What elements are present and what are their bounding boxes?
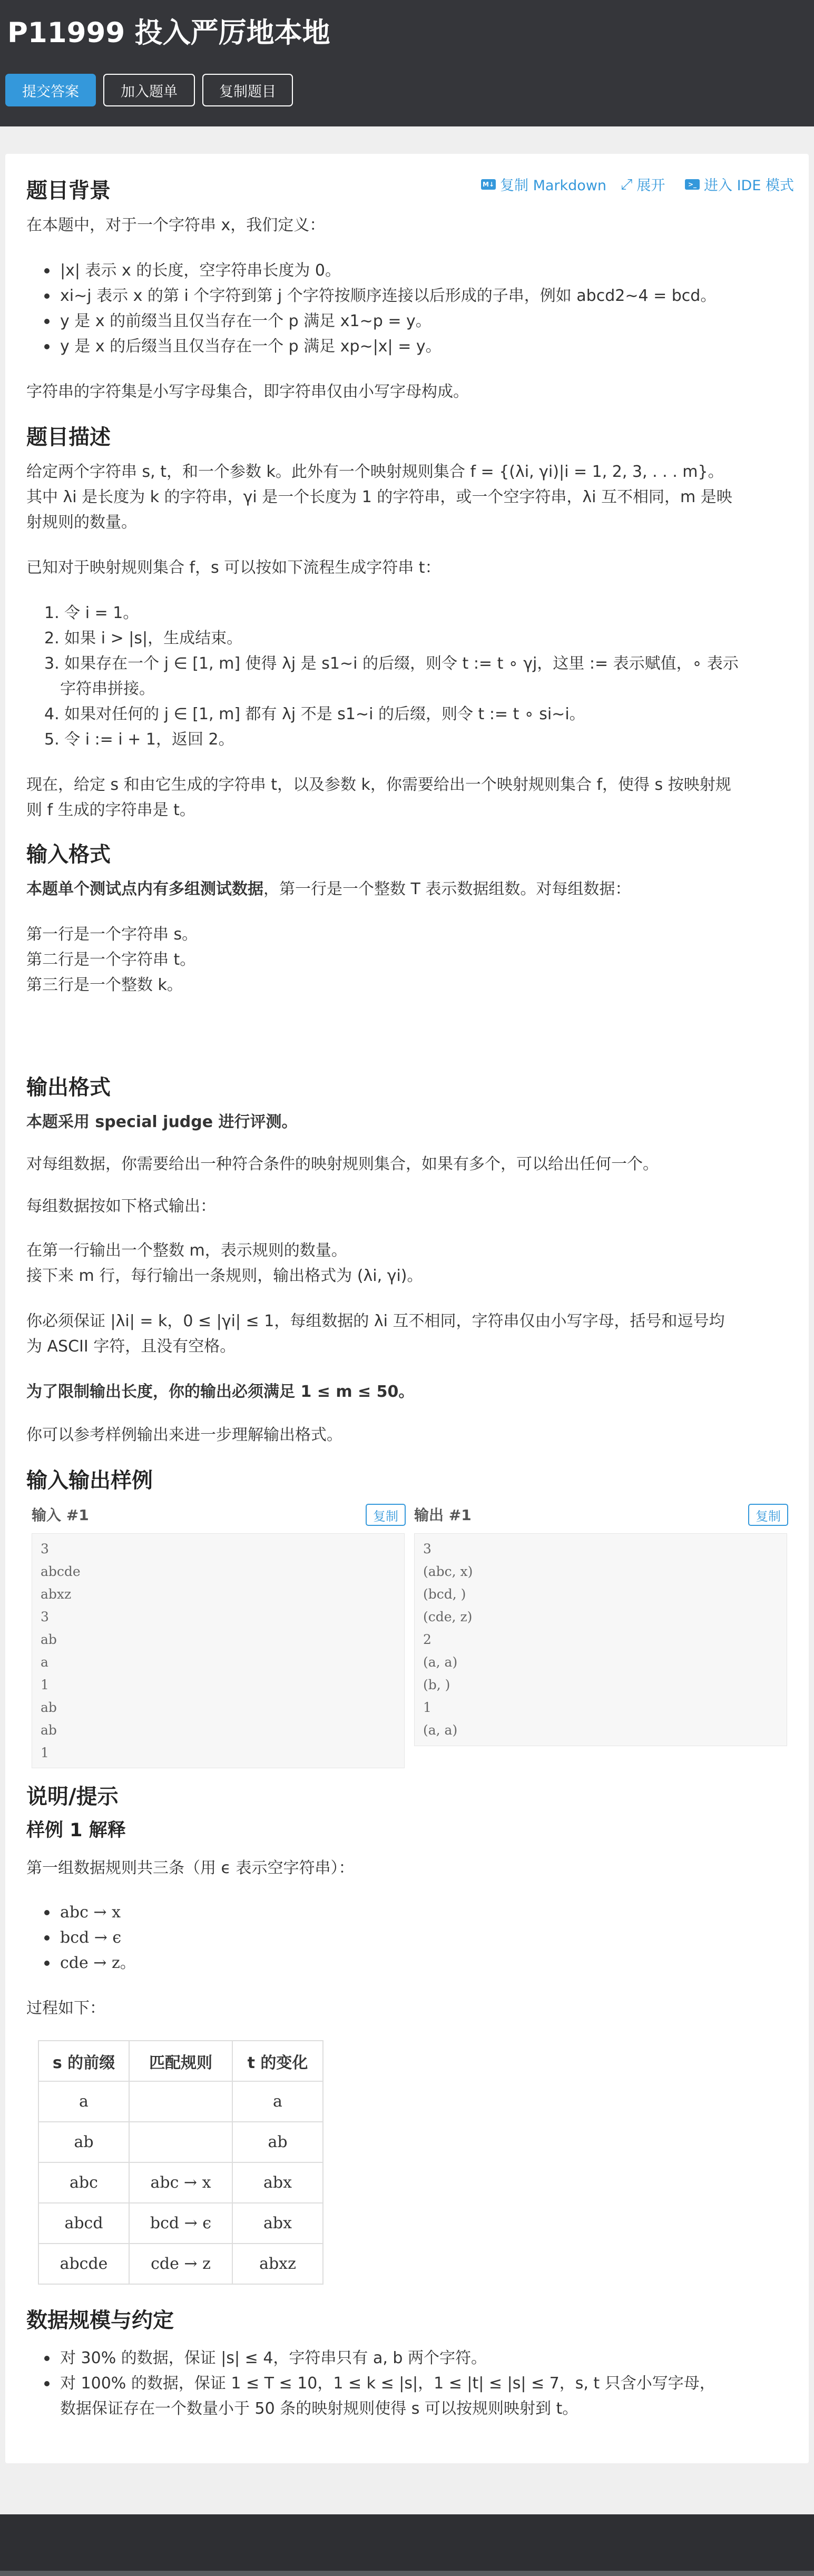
sample-input-line: ab [41,1700,57,1715]
rule-1: abc → x [60,1900,121,1925]
table-cell: cde → z [129,2244,232,2284]
table-cell: ab [38,2122,129,2162]
output-format-heading: 输出格式 [26,1075,111,1100]
sample-explain-heading: 样例 1 解释 [26,1820,126,1841]
bullet-suffix: y 是 x 的后缀当且仅当存在一个 p 满足 xp∼|x| = y。 [60,334,442,359]
table-cell: abx [232,2162,323,2203]
sample-input-line: ab [41,1632,57,1647]
footer-strip [0,2571,814,2576]
sample-input-line: a [41,1654,48,1670]
table-row [38,2203,323,2244]
sample-input-box [32,1533,405,1768]
step-3-cont: 字符串拼接。 [60,680,155,698]
rule-3: cde → z。 [60,1951,136,1976]
sample-input-line: 3 [41,1609,49,1624]
table-row [38,2244,323,2284]
sample-output-box [414,1533,787,1746]
process-label: 过程如下： [26,1999,105,2017]
table-cell: abxz [232,2244,323,2284]
constraint-30: 对 30% 的数据，保证 |s| ≤ 4，字符串只有 a, b 两个字符。 [60,2346,487,2371]
step-3: 3. 如果存在一个 j ∈ [1, m] 使得 λj 是 s1∼i 的后缀，则令 t := t ∘ γj，这里 := 表示赋值，∘ 表示 [44,654,739,673]
sample-output-label: 输出 #1 [414,1506,472,1524]
constraints-heading: 数据规模与约定 [26,2308,174,2333]
description-p1-line3: 射规则的数量。 [26,513,137,532]
background-intro: 在本题中，对于一个字符串 x，我们定义： [26,216,326,234]
copy-output-button[interactable]: 复制 [748,1504,788,1526]
sample-output-line: (cde, z) [423,1609,473,1624]
table-cell: abcde [38,2244,129,2284]
expand-icon: ⤢ [621,175,633,193]
bullet-prefix: y 是 x 的前缀当且仅当存在一个 p 满足 x1∼p = y。 [60,309,431,334]
table-header-row [38,2041,323,2081]
sample-output-line: 3 [423,1541,431,1556]
description-p3-line1: 现在，给定 s 和由它生成的字符串 t，以及参数 k，你需要给出一个映射规则集合 f，使得 s 按映射规 [26,776,731,794]
table-cell [129,2081,232,2122]
sample-input-line: abcde [41,1564,81,1579]
table-row [38,2122,323,2162]
table-cell: ab [232,2122,323,2162]
table-header: s 的前缀 [38,2041,129,2081]
problem-content-card [5,154,809,2463]
description-p1-line1: 给定两个字符串 s, t，和一个参数 k。此外有一个映射规则集合 f = {(λi, γi)|i = 1, 2, 3, . . . m}。 [26,463,724,481]
sample-output-line: (a, a) [423,1654,458,1670]
output-p3-line1: 在第一行输出一个整数 m，表示规则的数量。 [26,1241,347,1260]
sample-input-line: abxz [41,1586,72,1602]
table-cell: abc [38,2162,129,2203]
output-limit-note: 为了限制输出长度，你的输出必须满足 1 ≤ m ≤ 50。 [26,1383,415,1401]
sample-output-line: (b, ) [423,1677,450,1692]
copy-markdown-link[interactable]: M↓ 复制 Markdown [481,174,606,194]
step-1: 1. 令 i = 1。 [44,604,139,622]
sample-input-line: 1 [41,1677,49,1692]
table-cell: a [38,2081,129,2122]
sample-output-line: 1 [423,1700,431,1715]
output-p3-line2: 接下来 m 行，每行输出一条规则，输出格式为 (λi, γi)。 [26,1267,423,1285]
samples-heading: 输入输出样例 [26,1468,153,1493]
table-row [38,2162,323,2203]
hint-p1: 第一组数据规则共三条（用 ϵ 表示空字符串）： [26,1859,355,1877]
sample-output-line: (a, a) [423,1722,458,1738]
constraint-100: 对 100% 的数据，保证 1 ≤ T ≤ 10，1 ≤ k ≤ |s|，1 ≤ |t| ≤ |s| ≤ 7，s, t 只含小写字母， [60,2371,715,2396]
input-format-heading: 输入格式 [26,843,111,867]
ide-mode-link[interactable]: >_ 进入 IDE 模式 [685,174,794,194]
table-row [38,2081,323,2122]
special-judge-note: 本题采用 special judge 进行评测。 [26,1113,298,1131]
step-4: 4. 如果对任何的 j ∈ [1, m] 都有 λj 不是 s1∼i 的后缀，则令 t := t ∘ si∼i。 [44,705,585,723]
page-footer [0,2514,814,2576]
description-p2: 已知对于映射规则集合 f，s 可以按如下流程生成字符串 t： [26,559,441,577]
copy-problem-button[interactable]: 复制题目 [202,74,293,106]
constraint-100-cont: 数据保证存在一个数量小于 50 条的映射规则使得 s 可以按规则映射到 t。 [60,2399,578,2418]
sample-input-label: 输入 #1 [32,1506,89,1524]
sample-output-line: (abc, x) [423,1564,473,1579]
description-p3-line2: 则 f 生成的字符串是 t。 [26,801,195,819]
bullet-length: |x| 表示 x 的长度，空字符串长度为 0。 [60,258,341,283]
sample-input-line: 1 [41,1745,49,1760]
background-heading: 题目背景 [26,179,111,203]
table-cell: abcd [38,2203,129,2244]
table-header: t 的变化 [232,2041,323,2081]
submit-button[interactable]: 提交答案 [5,74,96,106]
table-cell: abc → x [129,2162,232,2203]
add-to-list-button[interactable]: 加入题单 [103,74,195,106]
problem-header [0,0,814,126]
table-cell [129,2122,232,2162]
charset-note: 字符串的字符集是小写字母集合，即字符串仅由小写字母构成。 [26,383,469,401]
description-p1-line2: 其中 λi 是长度为 k 的字符串，γi 是一个长度为 1 的字符串，或一个空字符串，λi 互不相同，m 是映 [26,488,732,506]
process-table [38,2040,323,2285]
output-p1: 对每组数据，你需要给出一种符合条件的映射规则集合，如果有多个，可以给出任何一个。 [26,1155,659,1173]
input-line-1: 第一行是一个字符串 s。 [26,925,198,944]
input-line-2: 第二行是一个字符串 t。 [26,951,196,969]
output-p4-line1: 你必须保证 |λi| = k，0 ≤ |γi| ≤ 1，每组数据的 λi 互不相同，字符串仅由小写字母，括号和逗号均 [26,1312,725,1330]
step-2: 2. 如果 i > |s|，生成结束。 [44,629,243,648]
bullet-substring: xi∼j 表示 x 的第 i 个字符到第 j 个字符按顺序连接以后形成的子串，例如 abcd2∼4 = bcd。 [60,283,716,309]
rule-2: bcd → ϵ [60,1925,121,1951]
copy-input-button[interactable]: 复制 [366,1504,406,1526]
output-p2: 每组数据按如下格式输出： [26,1197,216,1216]
step-5: 5. 令 i := i + 1，返回 2。 [44,730,234,749]
problem-title: P11999 投入严厉地本地 [7,17,330,49]
sample-input-line: ab [41,1722,57,1738]
output-p5: 你可以参考样例输出来进一步理解输出格式。 [26,1426,342,1444]
input-format-intro: 本题单个测试点内有多组测试数据，第一行是一个整数 T 表示数据组数。对每组数据： [26,880,631,898]
markdown-icon: M↓ [481,179,496,190]
output-p4-line2: 为 ASCII 字符，且没有空格。 [26,1337,236,1356]
terminal-icon: >_ [685,179,700,190]
sample-output-line: (bcd, ) [423,1586,466,1602]
expand-link[interactable]: ⤢ 展开 [621,175,665,194]
table-cell: abx [232,2203,323,2244]
table-header: 匹配规则 [129,2041,232,2081]
input-line-3: 第三行是一个整数 k。 [26,976,183,994]
sample-output-line: 2 [423,1632,431,1647]
table-cell: bcd → ϵ [129,2203,232,2244]
hint-heading: 说明/提示 [26,1785,119,1809]
sample-input-line: 3 [41,1541,49,1556]
description-heading: 题目描述 [26,425,111,449]
table-cell: a [232,2081,323,2122]
